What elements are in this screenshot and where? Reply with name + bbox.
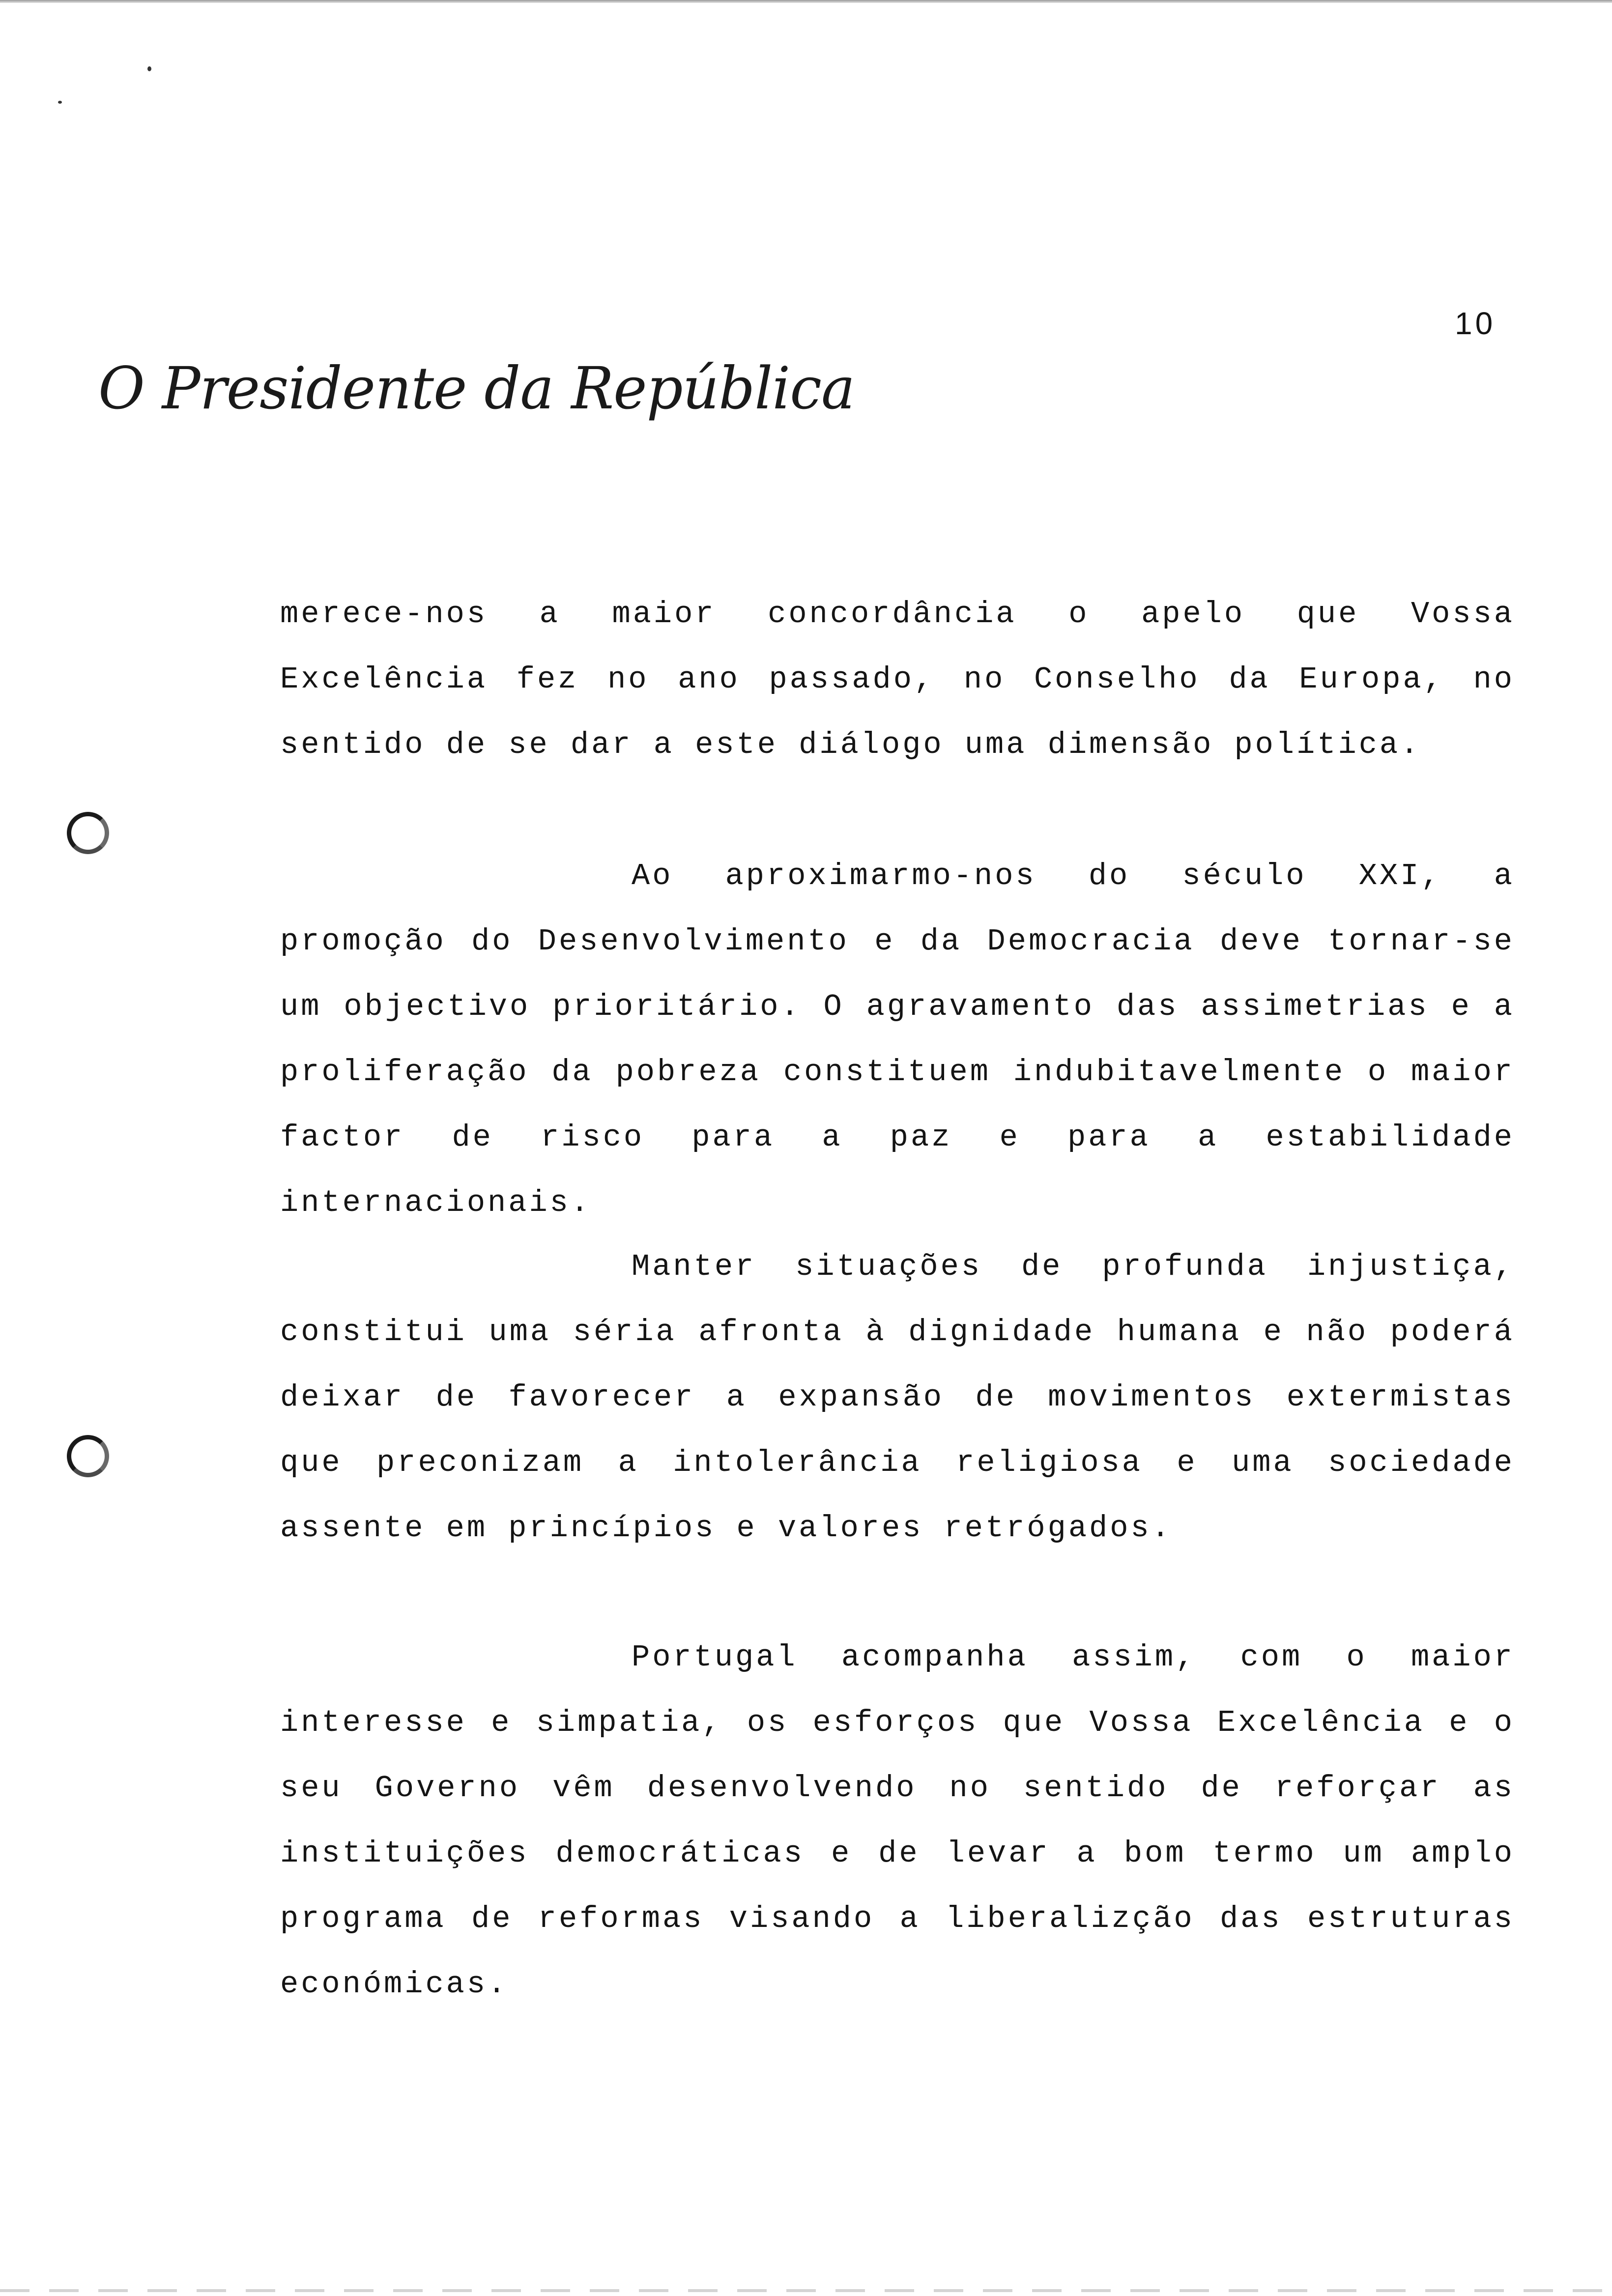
page-number: 10 [1455, 306, 1496, 341]
body-paragraph-4: Portugal acompanha assim, com o maior interesse e simpatia, os esforços que Vossa Excelência e o seu Governo vêm desenvolvendo no sentido de reforçar as instituições democráticas e de levar a bom termo um amplo programa de reformas visando a liberalizção das estruturas económicas. [280, 1640, 1515, 2002]
scan-top-edge [0, 0, 1612, 3]
scan-bottom-edge [0, 2289, 1612, 2292]
body-paragraph-1: merece-nos a maior concordância o apelo que Vossa Excelência fez no ano passado, no Conselho da Europa, no sentido de se dar a este diálogo uma dimensão política. [280, 597, 1515, 762]
punch-hole-lower [67, 1435, 109, 1477]
punch-hole-upper [67, 812, 109, 854]
scan-speck [147, 66, 151, 71]
scan-speck [58, 101, 62, 104]
body-paragraph-2: Ao aproximarmo-nos do século XXI, a promoção do Desenvolvimento e da Democracia deve tornar-se um objectivo prioritário. O agravamento das assimetrias e a proliferação da pobreza constituem indubitavelmente o maior factor de risco para a paz e para a estabilidade internacionais. [280, 859, 1515, 1220]
letterhead-title: O Presidente da República [98, 354, 855, 422]
body-paragraph-3: Manter situações de profunda injustiça, constitui uma séria afronta à dignidade humana e não poderá deixar de favorecer a expansão de movimentos extermistas que preconizam a intolerância religiosa e uma sociedade assente em princípios e valores retrógados. [280, 1249, 1515, 1546]
